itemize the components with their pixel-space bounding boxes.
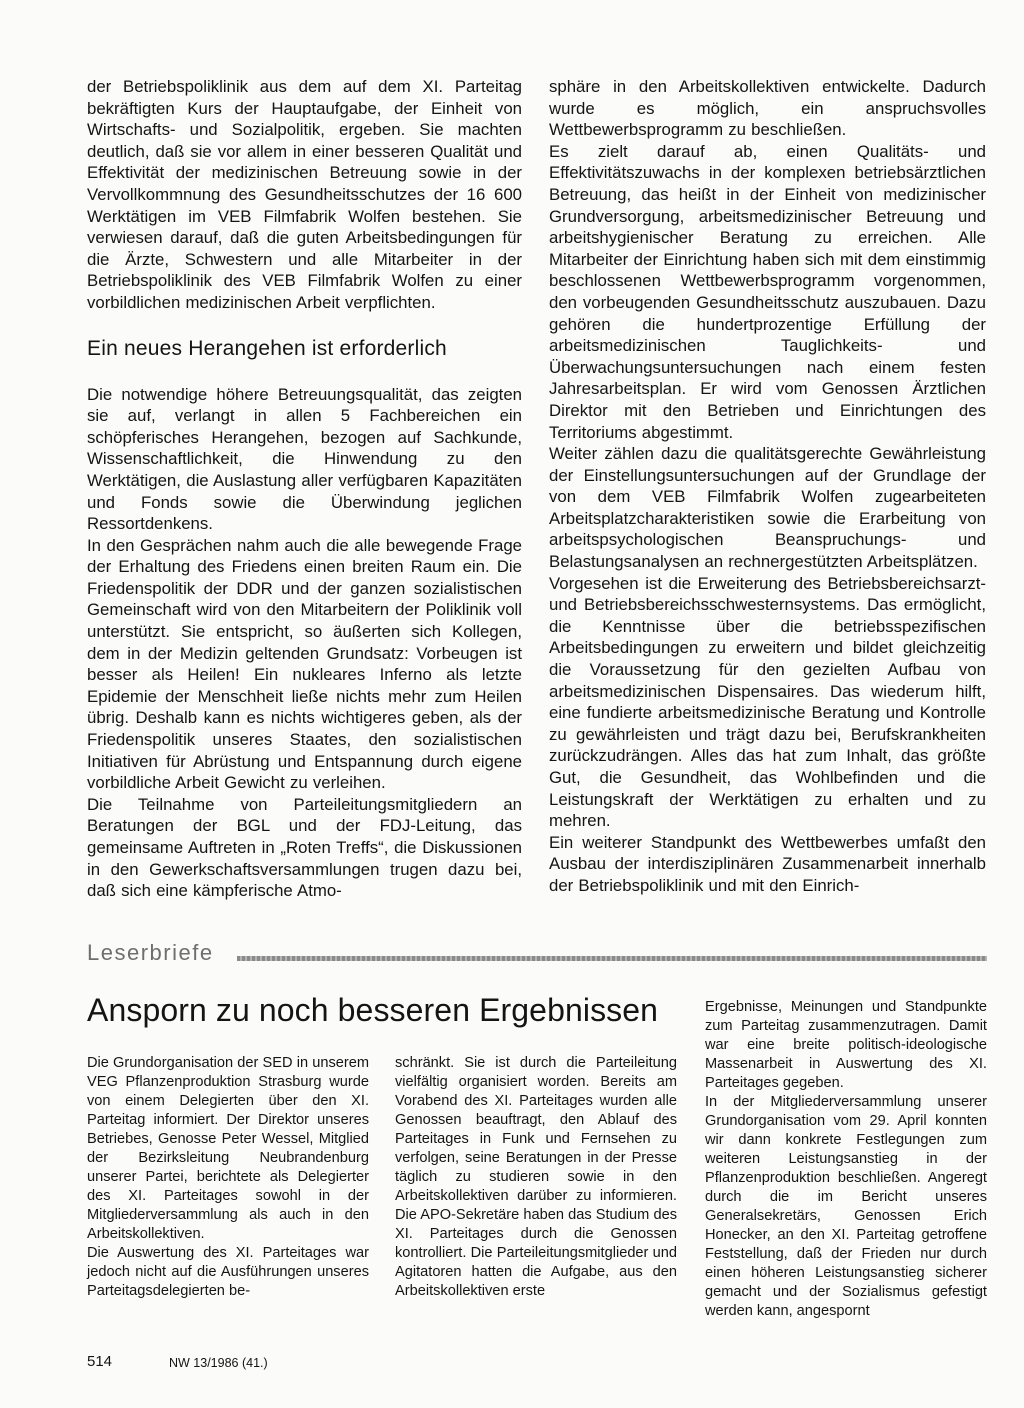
lower-article-column-2 xyxy=(395,1054,677,1301)
journal-issue: NW 13/1986 (41.) xyxy=(169,1356,268,1370)
paragraph: schränkt. Sie ist durch die Parteileitung vielfältig organisiert worden. Bereits am Vorabend des XI. Parteitages wurden alle Genossen beauftragt, den Ablauf des Parteitages in Funk und Fernsehen zu verfolgen, seine Beratungen in der Presse täglich zu studieren sowie in den Arbeitskollektiven darüber zu informieren. Die APO-Sekretäre haben das Studium des XI. Parteitages durch die Genossen kontrolliert. Die Parteileitungsmitglieder und Agitatoren hatten die Aufgabe, aus den Arbeitskollektiven erste xyxy=(395,1055,677,1299)
lower-article-column-3 xyxy=(705,998,987,1321)
section-header xyxy=(87,938,987,972)
paragraph: der Betriebspoliklinik aus dem auf dem XI. Parteitag bekräftigten Kurs der Hauptaufgabe, der Einheit von Wirtschafts- und Sozialpolitik, ergeben. Sie machten deutlich, daß sie vor allem in einer besseren Qualität und Effektivität der medizinischen Betreuung sowie in der Vervollkommnung des Gesundheitsschutzes der 16 600 Werktätigen im VEB Filmfabrik Wolfen bestehen. Sie verwiesen darauf, daß die guten Arbeitsbedingungen für die Ärzte, Schwestern und alle Mitarbeiter in der Betriebspoliklinik des VEB Filmfabrik Wolfen zu einer vorbildlichen medizinischen Arbeit verpflichten. xyxy=(87,77,522,312)
lower-article-column-1 xyxy=(87,1054,369,1301)
paragraph: Es zielt darauf ab, einen Qualitäts- und Effektivitätszuwachs in der komplexen betriebsärztlichen Betreuung, das heißt in der Einheit von medizinischer Grundversorgung, arbeitsmedizinischer Betreuung und arbeitshygienischer Beratung zu erreichen. Alle Mitarbeiter der Einrichtung haben sich mit dem einstimmig beschlossenen Wettbewerbsprogramm vorgenommen, den vorbeugenden Gesundheitsschutz auszubauen. Dazu gehören die hundertprozentige Erfüllung der arbeitsmedizinischen Tauglichkeits- und Überwachungsuntersuchungen nach einem festen Jahresarbeitsplan. Er wird vom Genossen Ärztlichen Direktor mit den Betrieben und Einrichtungen des Territoriums abgestimmt. xyxy=(549,141,986,442)
paragraph: sphäre in den Arbeitskollektiven entwickelte. Dadurch wurde es möglich, ein anspruchsvolles Wettbewerbsprogramm zu beschließen. xyxy=(549,77,986,140)
subheading: Ein neues Herangehen ist erforderlich xyxy=(87,336,447,360)
paragraph: Weiter zählen dazu die qualitätsgerechte Gewährleistung der Einstellungsuntersuchungen auf der Grundlage der von dem VEB Filmfabrik Wolfen zugearbeiteten Arbeitsplatzcharakteristiken sowie die Erarbeitung von arbeitspsychologischen Beanspruchungs- und Belastungsanalysen an rechnergestützten Arbeitsplätzen. xyxy=(549,444,986,572)
upper-article-left-column xyxy=(87,76,522,902)
paragraph: Die Grundorganisation der SED in unserem VEG Pflanzenproduktion Strasburg wurde von einem Delegierten über den XI. Parteitag informiert. Der Direktor unseres Betriebes, Genosse Peter Wessel, Mitglied der Bezirksleitung Neubrandenburg unserer Partei, berichtete als Delegierter des XI. Parteitages sowohl in der Mitgliederversammlung als auch in den Arbeitskollektiven. xyxy=(87,1055,369,1242)
paragraph: Vorgesehen ist die Erweiterung des Betriebsbereichsarzt- und Betriebsbereichsschwesternsystems. Das ermöglicht, die Kenntnisse über die betriebsspezifischen Arbeitsbedingungen zu erweitern und bildet gleichzeitig die Voraussetzung für den gezielten Aufbau von arbeitsmedizinischen Dispensaires. Das wiederum hilft, eine fundierte arbeitsmedizinische Beratung und Kontrolle zu gewährleisten und trägt dazu bei, Berufskrankheiten zurückzudrängen. Alles das hat zum Inhalt, das größte Gut, die Gesundheit, das Wohlbefinden und die Leistungskraft der Werktätigen zu erhalten und zu mehren. xyxy=(549,573,986,831)
paragraph: Die Teilnahme von Parteileitungsmitgliedern an Beratungen der BGL und der FDJ-Leitung, das gemeinsame Auftreten in „Roten Treffs“, die Diskussionen in den Gewerkschaftsversammlungen trugen dazu bei, daß sich eine kämpferische Atmo- xyxy=(87,794,522,901)
paragraph: In der Mitgliederversammlung unserer Grundorganisation vom 29. April konnten wir dann konkrete Festlegungen zum weiteren Leistungsanstieg in der Pflanzenproduktion beschließen. Angeregt durch die im Bericht unseres Generalsekretärs, Genossen Erich Honecker, an den XI. Parteitag getroffene Feststellung, daß der Frieden nur durch einen höheren Leistungsanstieg sicherer gemacht und der Sozialismus gefestigt werden kann, angespornt xyxy=(705,1094,987,1319)
page-number: 514 xyxy=(87,1353,113,1370)
paragraph: Ein weiterer Standpunkt des Wettbewerbes umfaßt den Ausbau der interdisziplinären Zusammenarbeit innerhalb der Betriebspoliklinik und mit den Einrich- xyxy=(549,832,986,895)
section-label: Leserbriefe xyxy=(87,940,214,965)
paragraph: Die notwendige höhere Betreuungsqualität, das zeigten sie auf, verlangt in allen 5 Fachbereichen ein schöpferisches Herangehen, bezogen auf Sachkunde, Wissenschaftlichkeit, die Hinwendung zu den Werktätigen, die Auslastung aller verfügbaren Kapazitäten und Fonds sowie die Überwindung jeglichen Ressortdenkens. xyxy=(87,384,522,534)
paragraph: In den Gesprächen nahm auch die alle bewegende Frage der Erhaltung des Friedens einen breiten Raum ein. Die Friedenspolitik der DDR und der ganzen sozialistischen Gemeinschaft wird von den Mitarbeitern der Poliklinik voll unterstützt. Sie entspricht, so äußerten sich Kollegen, dem in der Medizin geltenden Grundsatz: Vorbeugen ist besser als Heilen! Ein nukleares Inferno als letzte Epidemie der Menschheit ließe nichts mehr zum Heilen übrig. Deshalb kann es nichts wichtigeres geben, als der Friedenspolitik unseres Staates, den sozialistischen Initiativen für Abrüstung und Entspannung durch eigene vorbildliche Arbeit Gewicht zu verleihen. xyxy=(87,535,522,793)
section-divider xyxy=(237,956,987,961)
upper-article-right-column xyxy=(549,76,986,897)
article-headline: Ansporn zu noch besseren Ergebnissen xyxy=(87,992,659,1028)
paragraph: Die Auswertung des XI. Parteitages war jedoch nicht auf die Ausführungen unseres Parteitagsdelegierten be- xyxy=(87,1245,369,1299)
paragraph: Ergebnisse, Meinungen und Standpunkte zum Parteitag zusammenzutragen. Damit war eine breite politisch-ideologische Massenarbeit in Auswertung des XI. Parteitages gegeben. xyxy=(705,999,987,1091)
